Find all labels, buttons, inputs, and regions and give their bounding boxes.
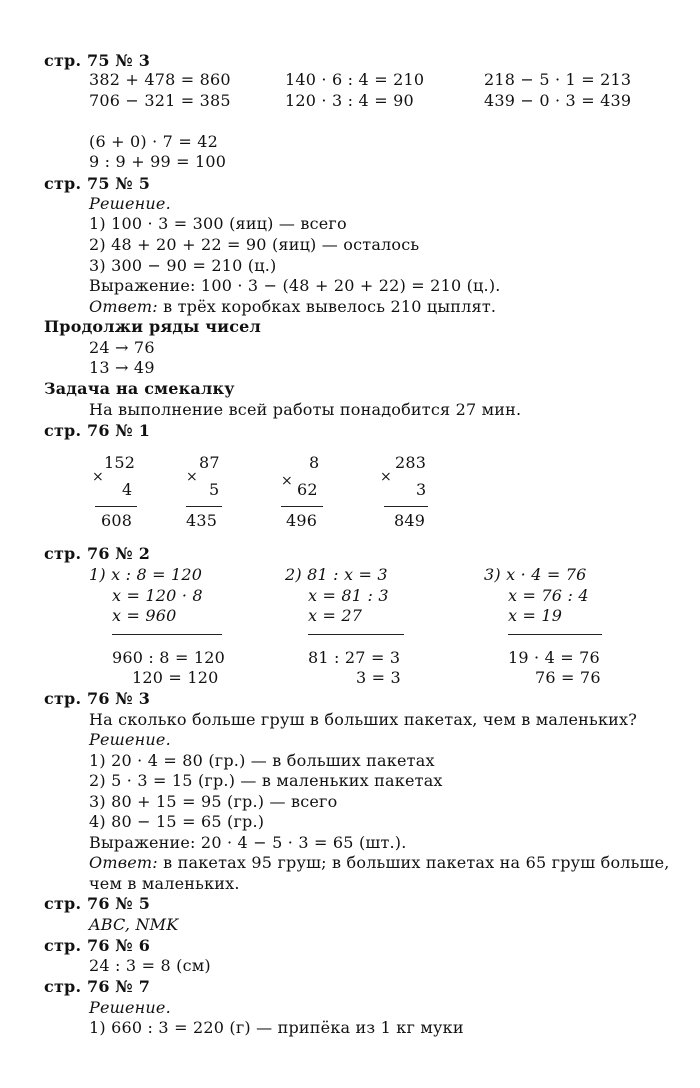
equation: 140 · 6 : 4 = 210 [285,70,425,89]
multiplier: 62 [297,480,318,499]
equation: 382 + 478 = 860 [89,70,231,89]
product: 496 [286,511,318,530]
solution-step: 2) 48 + 20 + 22 = 90 (яиц) — осталось [89,235,420,254]
expression-line: Выражение: 100 · 3 − (48 + 20 + 22) = 210 (ц.). [89,276,501,295]
solution-step: 3) 300 − 90 = 210 (ц.) [89,256,277,275]
solution-step: 2) 5 · 3 = 15 (гр.) — в маленьких пакетах [89,771,443,790]
equation: x = 960 [112,606,177,625]
question-line: На сколько больше груш в больших пакетах, чем в маленьких? [89,710,638,729]
section-heading: стр. 76 № 3 [44,689,151,708]
answer-text: в пакетах 95 груш; в больших пакетах на 65 груш больше, [157,853,670,872]
check-equation: 960 : 8 = 120 [112,648,225,667]
answer-label: Ответ: [89,853,158,872]
result-rule [186,506,222,507]
section-heading: стр. 75 № 3 [44,51,151,70]
equation: 120 · 3 : 4 = 90 [285,91,414,110]
answer-line [89,297,496,317]
multiply-sign: × [281,473,293,489]
check-equation: 120 = 120 [132,668,219,687]
answer-line [89,853,670,873]
solution-label: Решение. [89,998,171,1017]
check-equation: 81 : 27 = 3 [308,648,401,667]
multiplicand: 152 [104,453,136,472]
equation: 2) 81 : x = 3 [285,565,388,584]
text-line: ABC, NMK [89,915,179,934]
equation: x = 120 · 8 [112,586,203,605]
equation: 439 − 0 · 3 = 439 [484,91,632,110]
answer-text: в трёх коробках вывелось 210 цыплят. [157,297,497,316]
answer-label: Ответ: [89,297,158,316]
multiplier: 4 [122,480,133,499]
check-rule [112,634,222,635]
product: 608 [101,511,133,530]
section-heading: Задача на смекалку [44,379,235,398]
check-equation: 19 · 4 = 76 [508,648,600,667]
multiplicand: 87 [199,453,220,472]
multiplier: 5 [209,480,220,499]
multiplicand: 283 [395,453,427,472]
product: 435 [186,511,218,530]
answer-line-cont: чем в маленьких. [89,874,240,893]
solution-step: 1) 100 · 3 = 300 (яиц) — всего [89,214,347,233]
multiply-sign: × [186,469,198,485]
check-equation: 3 = 3 [356,668,401,687]
multiply-sign: × [92,469,104,485]
section-heading: стр. 76 № 6 [44,936,151,955]
result-rule [384,506,428,507]
section-heading: стр. 76 № 2 [44,544,151,563]
check-rule [508,634,602,635]
result-rule [281,506,323,507]
expression-line: Выражение: 20 · 4 − 5 · 3 = 65 (шт.). [89,833,407,852]
number-row: 13 → 49 [89,358,155,377]
section-heading: стр. 76 № 1 [44,421,151,440]
equation: 218 − 5 · 1 = 213 [484,70,632,89]
section-heading: Продолжи ряды чисел [44,317,262,336]
text-line: 24 : 3 = 8 (см) [89,956,211,975]
equation: x = 27 [308,606,363,625]
equation: x = 81 : 3 [308,586,389,605]
solution-step: 3) 80 + 15 = 95 (гр.) — всего [89,792,338,811]
solution-label: Решение. [89,730,171,749]
equation: x = 19 [508,606,563,625]
solution-step: 1) 20 · 4 = 80 (гр.) — в больших пакетах [89,751,435,770]
check-equation: 76 = 76 [535,668,601,687]
section-heading: стр. 76 № 7 [44,977,151,996]
multiplier: 3 [416,480,427,499]
equation: (6 + 0) · 7 = 42 [89,132,218,151]
section-heading: стр. 75 № 5 [44,174,151,193]
solution-step: 4) 80 − 15 = 65 (гр.) [89,812,265,831]
equation: 3) x · 4 = 76 [484,565,587,584]
multiplicand: 8 [309,453,320,472]
equation: 9 : 9 + 99 = 100 [89,152,227,171]
solution-step: 1) 660 : 3 = 220 (г) — припёка из 1 кг муки [89,1018,464,1037]
section-heading: стр. 76 № 5 [44,894,151,913]
equation: 1) x : 8 = 120 [89,565,203,584]
equation: x = 76 : 4 [508,586,589,605]
product: 849 [394,511,426,530]
multiply-sign: × [380,469,392,485]
text-line: На выполнение всей работы понадобится 27 мин. [89,400,522,419]
check-rule [308,634,404,635]
equation: 706 − 321 = 385 [89,91,231,110]
result-rule [95,506,137,507]
number-row: 24 → 76 [89,338,155,357]
solution-label: Решение. [89,194,171,213]
